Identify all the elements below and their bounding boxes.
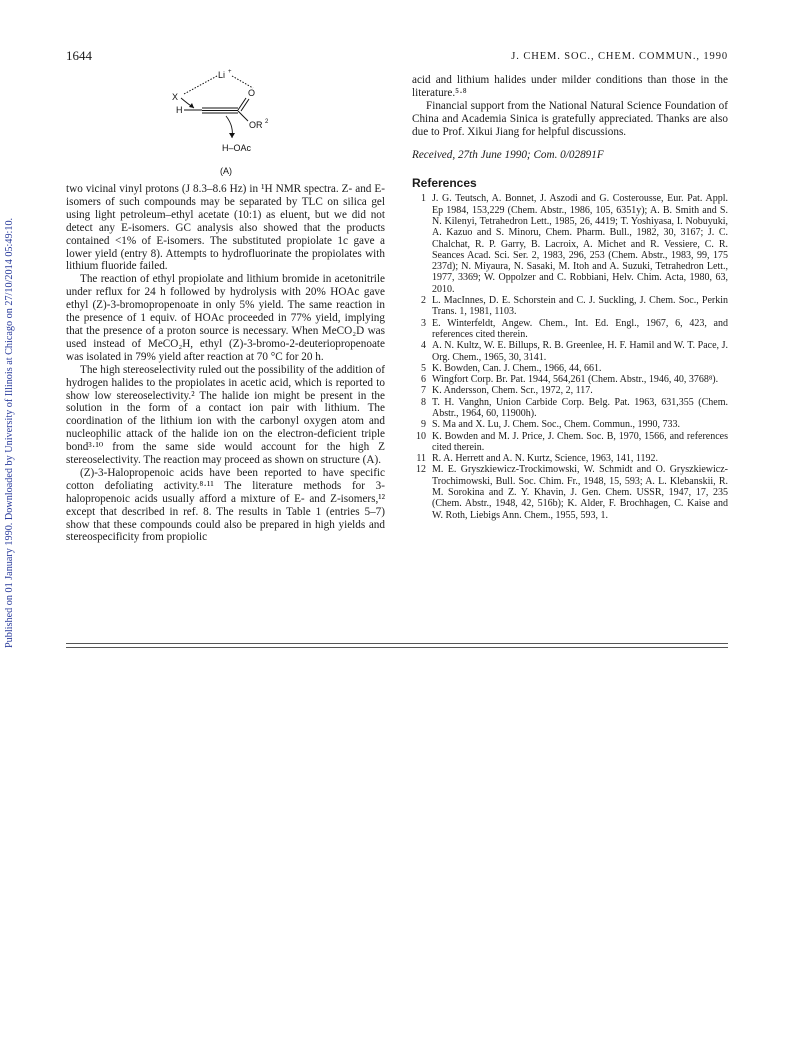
- paragraph-halopropenoic-acids: (Z)-3-Halopropenoic acids have been reported to have specific cotton defoliating activity.⁸·¹¹ The literature methods for 3-halopropenoic acids usually afford a mixture of E- and Z-isomers,¹² except that described in ref. 8. The results in Table 1 (entries 5–7) show that these compounds could also be prepared in high yields and stereospecificity from propiolic: [66, 466, 385, 544]
- reference-item: [412, 318, 728, 341]
- structure-a-drawing: [156, 58, 296, 178]
- reference-item: [412, 419, 728, 430]
- reference-item: [412, 340, 728, 363]
- paragraph-acknowledgements: Financial support from the National Natural Science Foundation of China and Academia Sinica is gratefully appreciated. Thanks are also due to Prof. Xikui Jiang for helpful discussions.: [412, 99, 728, 138]
- left-column: [66, 183, 385, 544]
- reference-item: [412, 397, 728, 420]
- ester-bond: [238, 111, 248, 121]
- reference-item: [412, 453, 728, 464]
- ester-or-label: OR: [249, 120, 263, 130]
- reference-text: M. E. Gryszkiewicz-Trockimowski, W. Schmidt and O. Gryszkiewicz-Trochimowski, Bull. Soc. Chim. Fr., 1948, 15, 593; A. L. Klebanskii, R. M. Sorokina and Z. Y. Khavin, J. Gen. Chem. USSR, 1947, 17, 235 (Chem. Abstr., 1948, 42, 516b); K. Alder, F. Brochhagen, C. Kaise and W. Roth, Liebigs Ann. Chem., 1955, 593, 1.: [432, 464, 728, 521]
- reference-item: [412, 363, 728, 374]
- reference-text: A. N. Kultz, W. E. Billups, R. B. Greenlee, H. F. Hamil and W. T. Pace, J. Org. Chem., 1965, 30, 3141.: [432, 340, 728, 363]
- carbonyl-oxygen-label: O: [248, 88, 256, 98]
- li-charge: +: [228, 69, 232, 75]
- reference-text: T. H. Vanghn, Union Carbide Corp. Belg. Pat. 1963, 631,355 (Chem. Abstr., 1964, 60, 11900h).: [432, 396, 728, 419]
- reference-number: 2: [421, 295, 426, 307]
- download-watermark: [2, 190, 20, 650]
- x-atom-label: X: [172, 92, 179, 102]
- received-line: Received, 27th June 1990; Com. 0/02891F: [412, 148, 604, 161]
- reference-item: [412, 295, 728, 318]
- reference-item: [412, 193, 728, 295]
- right-column: [412, 74, 728, 521]
- reference-text: E. Winterfeldt, Angew. Chem., Int. Ed. Engl., 1967, 6, 423, and references cited therein.: [432, 317, 728, 340]
- reference-text: K. Bowden, Can. J. Chem., 1966, 44, 661.: [432, 362, 602, 374]
- reference-text: L. MacInnes, D. E. Schorstein and C. J. Suckling, J. Chem. Soc., Perkin Trans. 1, 1981, 1103.: [432, 295, 728, 318]
- reference-number: 10: [416, 430, 426, 442]
- reference-number: 12: [416, 464, 426, 476]
- reference-text: S. Ma and X. Lu, J. Chem. Soc., Chem. Commun., 1990, 733.: [432, 419, 681, 431]
- reference-item: [412, 431, 728, 454]
- reference-number: 3: [421, 317, 426, 329]
- reference-text: Wingfort Corp. Br. Pat. 1944, 564,261 (Chem. Abstr., 1946, 40, 3768⁸).: [432, 374, 719, 386]
- reference-text: R. A. Herrett and A. N. Kurtz, Science, 1963, 141, 1192.: [432, 453, 658, 465]
- reference-text: K. Andersson, Chem. Scr., 1972, 2, 117.: [432, 385, 593, 397]
- reference-number: 6: [421, 374, 426, 386]
- protonation-arrowhead: [229, 133, 235, 138]
- references-list: [412, 193, 728, 521]
- reference-text: J. G. Teutsch, A. Bonnet, J. Aszodi and G. Costerousse, Eur. Pat. Appl. Ep 1984, 153,229 (Chem. Abstr., 1986, 105, 6351y); A. B. Smith and S. N. Kilenyi, Tetrahedron Lett., 1985, 26, 4419; T. Yoshiyasa, I. Nobuyuki, A. Kazuo and S. Minoru, Chem. Pharm. Bull., 1982, 30, 3167; J. C. Chalchat, R. P. Garry, B. Lacroix, A. Michet and R. Vessiere, C. R. Seances Acad. Sci. Ser. 2, 1983, 296, 253 (Chem. Abstr., 1983, 99, 175 237d); N. Miyaura, N. Sasaki, M. Itoh and A. Suzuki, Tetrahedron Lett., 1977, 3369; W. Oppolzer and C. Robbiani, Helv. Chim. Acta, 1980, 63, 2010.: [432, 193, 728, 295]
- li-o-coordination: [232, 76, 253, 88]
- structure-label: (A): [220, 166, 232, 176]
- paragraph-nmr: two vicinal vinyl protons (J 8.3–8.6 Hz) in ¹H NMR spectra. Z- and E-isomers of such compounds may be separated by TLC on silica gel using light petroleum–ethyl acetate (10:1) as eluent, but we did not detect any E-isomers. GC analysis also showed that the products contained <1% of E-isomers. The substituted propiolate 1c gave a lower yield (entry 8). Attempts to hydrofluorinate the propiolates with lithium fluoride failed.: [66, 183, 385, 273]
- footer-rule-bottom: [66, 647, 728, 648]
- reference-number: 11: [416, 453, 426, 465]
- reference-number: 9: [421, 419, 426, 431]
- reference-number: 8: [421, 396, 426, 408]
- download-watermark-text: Published on 01 January 1990. Downloaded by University of Illinois at Chicago on 27/10/2014 05:49:10.: [4, 217, 15, 648]
- references-heading: References: [412, 176, 477, 191]
- carbonyl-bond-1: [238, 98, 246, 110]
- paragraph-continuation: acid and lithium halides under milder conditions than those in the literature.⁵·⁸: [412, 74, 728, 99]
- footer-rule-top: [66, 643, 728, 644]
- ester-r-superscript: 2: [265, 119, 269, 125]
- journal-running-head: J. CHEM. SOC., CHEM. COMMUN., 1990: [511, 51, 728, 62]
- reference-number: 5: [421, 362, 426, 374]
- h-atom-label: H: [176, 105, 183, 115]
- reference-number: 7: [421, 385, 426, 397]
- reference-item: [412, 374, 728, 385]
- structure-a-figure: [156, 58, 296, 178]
- li-atom-label: Li: [218, 70, 226, 80]
- carbonyl-bond-2: [241, 99, 249, 111]
- h-oac-label: H–OAc: [222, 143, 252, 153]
- reference-text: K. Bowden and M. J. Price, J. Chem. Soc. B, 1970, 1566, and references cited therein.: [432, 430, 728, 453]
- paragraph-bromide-reaction: The reaction of ethyl propiolate and lithium bromide in acetonitrile under reflux for 24 h followed by hydrolysis with 20% HOAc gave ethyl (Z)-3-bromopropenoate in only 5% yield. The same reaction in the presence of 1 equiv. of HOAc proceeded in 77% yield, implying that the presence of a proton source is necessary. When MeCO₂D was used instead of MeCO₂H, ethyl (Z)-3-bromo-2-deuteriopropenoate was isolated in 79% yield after reaction at 70 °C for 20 h.: [66, 273, 385, 363]
- li-x-coordination: [184, 76, 217, 94]
- reference-item: [412, 385, 728, 396]
- page-number: 1644: [66, 48, 92, 63]
- reference-item: [412, 464, 728, 520]
- reference-number: 1: [421, 193, 426, 205]
- paragraph-stereoselectivity: The high stereoselectivity ruled out the possibility of the addition of hydrogen halides to the propiolates in acetic acid, which is reported to show low stereoselectivity.² The halide ion might be present in the solution in the form of a contact ion pair with lithium. The coordination of the lithium ion with the carbonyl oxygen atom and nucleophilic attack of the halide ion on the electron-deficient triple bond³·¹⁰ from the same side would account for the high Z stereoselectivity. The reaction may proceed as shown on structure (A).: [66, 363, 385, 467]
- reference-number: 4: [421, 340, 426, 352]
